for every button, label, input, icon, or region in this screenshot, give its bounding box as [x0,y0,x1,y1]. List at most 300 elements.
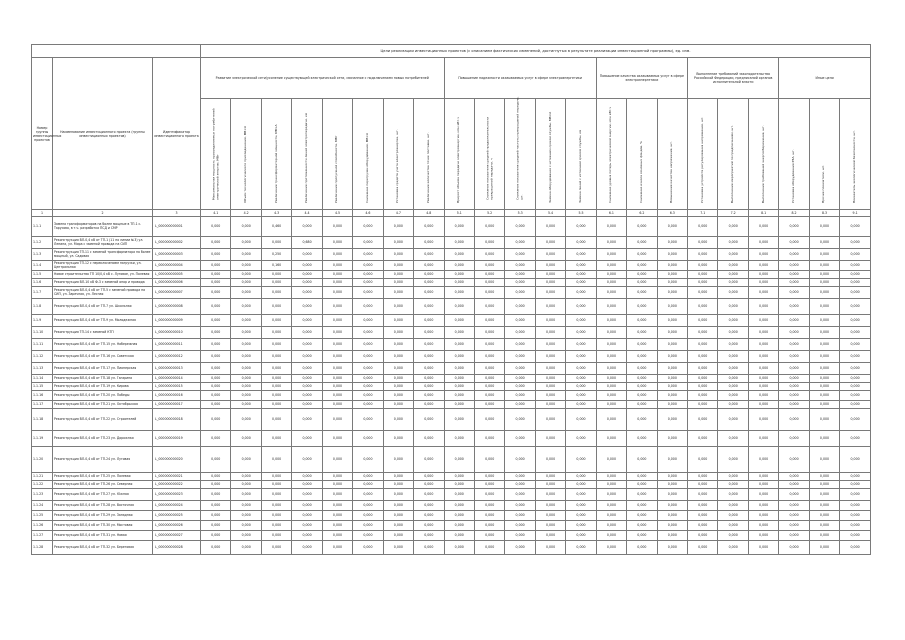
table-row [32,249,871,261]
row-name: Замена трансформаторов на более мощные в ТП-1 с. Тарусово, в т.ч. разработка ПСД и СМР [53,217,153,237]
row-value: 0,000 [748,287,778,299]
row-value: 0,000 [292,363,322,375]
row-value: 0,000 [809,541,839,555]
row-value: 0,000 [748,391,778,401]
row-code: 1.1.21 [32,473,53,481]
row-value: 0,000 [322,521,352,531]
row-value: 0,000 [657,271,687,279]
row-value: 0,000 [292,339,322,351]
row-value: 0,000 [322,363,352,375]
row-value: 0,000 [718,531,748,541]
row-value: 0,000 [596,315,626,327]
column-number: 6.3 [657,210,687,217]
column-number: 5.2 [474,210,504,217]
row-value: 0,000 [779,481,809,489]
row-value: 0,000 [231,287,261,299]
row-value: 0,000 [353,521,383,531]
row-value: 0,000 [535,279,565,287]
metric-header-cell [322,99,352,210]
row-value: 0,000 [292,315,322,327]
row-value: 0,000 [718,391,748,401]
row-code: 1.1.27 [32,531,53,541]
row-value: 0,000 [688,521,718,531]
row-value: 0,000 [718,401,748,409]
row-value: 0,000 [353,339,383,351]
row-code: 1.1.14 [32,375,53,383]
row-value: 0,000 [383,279,413,287]
row-value: 0,000 [566,481,596,489]
row-value: 0,000 [779,375,809,383]
row-value: 0,000 [322,531,352,541]
row-value: 0,000 [414,327,444,339]
row-code: 1.1.10 [32,327,53,339]
row-value: 0,000 [231,511,261,521]
row-value: 0,000 [840,271,871,279]
row-value: 0,000 [444,375,474,383]
row-code: 1.1.17 [32,401,53,409]
row-value: 0,000 [322,271,352,279]
row-value: 0,000 [566,279,596,287]
table-row [32,261,871,271]
row-value: 0,000 [566,375,596,383]
row-value: 0,000 [474,363,504,375]
row-value: 0,000 [474,489,504,501]
row-value: 0,000 [414,217,444,237]
row-value: 0,000 [353,447,383,473]
row-value: 0,000 [444,299,474,315]
row-value: 0,000 [383,521,413,531]
row-value: 0,000 [748,363,778,375]
row-value: 0,000 [718,249,748,261]
row-value: 0,000 [474,351,504,363]
row-value: 0,000 [231,489,261,501]
row-value: 0,000 [231,531,261,541]
row-value: 0,000 [353,279,383,287]
row-value: 0,000 [322,375,352,383]
row-value: 0,250 [261,249,291,261]
row-name: Реконструкция ВЛ-0,4 кВ от ТП-29 ул. Западная [53,511,153,521]
row-name: Реконструкция ВЛ-0,4 кВ от ТП-26 ул. Северная [53,481,153,489]
row-code: 1.1.7 [32,287,53,299]
row-id: L_000000000023 [153,489,201,501]
row-value: 0,000 [718,511,748,521]
row-value: 0,000 [779,261,809,271]
row-value: 0,000 [474,521,504,531]
row-value: 0,000 [809,431,839,447]
row-name: Реконструкция ВЛ-0,4 кВ от ТП-32 ул. Береговая [53,541,153,555]
row-value: 0,000 [292,481,322,489]
row-value: 0,000 [322,261,352,271]
row-value: 0,000 [535,261,565,271]
metric-header-label: Увеличение пропускной способности, МВт [334,135,339,204]
row-value: 0,000 [840,237,871,249]
row-value: 0,000 [718,237,748,249]
row-value: 0,000 [444,249,474,261]
row-value: 0,000 [657,541,687,555]
row-name: Реконструкция ТП-11 с заменой трансформатора на более мощный, ул. Садовая [53,249,153,261]
row-name: Реконструкция ВЛ-0,4 кВ от ТП-5 с заменой провода на СИП, ул. Заречная, ул. Лесная [53,287,153,299]
row-value: 0,000 [840,541,871,555]
row-value: 0,000 [840,473,871,481]
row-value: 0,000 [201,363,231,375]
row-value: 0,000 [444,409,474,431]
row-value: 0,000 [779,501,809,511]
row-code: 1.1.28 [32,541,53,555]
row-value: 0,000 [231,383,261,391]
row-value: 0,000 [688,327,718,339]
row-value: 0,000 [779,473,809,481]
row-value: 0,000 [809,447,839,473]
row-value: 0,000 [596,473,626,481]
row-value: 0,000 [566,401,596,409]
row-value: 0,000 [201,261,231,271]
row-value: 0,000 [231,315,261,327]
row-value: 0,000 [840,511,871,521]
row-value: 0,000 [779,237,809,249]
row-value: 0,000 [840,481,871,489]
row-value: 0,000 [201,327,231,339]
column-number: 6.2 [627,210,657,217]
row-value: 0,000 [414,489,444,501]
row-value: 0,000 [353,315,383,327]
row-value: 0,000 [383,401,413,409]
row-value: 0,000 [596,279,626,287]
row-value: 0,000 [748,409,778,431]
row-value: 0,000 [231,261,261,271]
row-name: Реконструкция ВЛ-0,4 кВ от ТП-31 ул. Новая [53,531,153,541]
row-value: 0,000 [748,327,778,339]
row-value: 0,000 [261,271,291,279]
row-value: 0,000 [809,501,839,511]
metric-header-cell [292,99,322,210]
row-value: 0,000 [231,473,261,481]
row-value: 0,000 [201,383,231,391]
row-value: 0,000 [201,375,231,383]
row-code: 1.1.23 [32,489,53,501]
row-value: 0,000 [353,351,383,363]
row-value: 0,000 [231,447,261,473]
row-value: 0,000 [292,511,322,521]
row-value: 0,000 [596,339,626,351]
row-value: 0,000 [322,339,352,351]
row-id: L_000000000010 [153,327,201,339]
row-value: 0,000 [718,447,748,473]
metric-header-label: Максимальная мощность присоединяемых потребителей электрической энергии, МВт [211,108,219,200]
row-value: 0,000 [231,401,261,409]
row-value: 0,000 [566,541,596,555]
row-value: 0,000 [627,531,657,541]
metric-header-cell [657,99,687,210]
row-value: 0,000 [718,217,748,237]
row-value: 0,000 [201,431,231,447]
row-value: 0,000 [201,489,231,501]
row-value: 0,000 [809,237,839,249]
row-value: 0,000 [627,375,657,383]
row-value: 0,000 [779,339,809,351]
row-value: 0,000 [657,249,687,261]
row-value: 0,000 [261,431,291,447]
table-row [32,287,871,299]
row-value: 0,000 [353,541,383,555]
row-value: 0,000 [809,521,839,531]
row-value: 0,000 [383,531,413,541]
metric-header-label: Объем технологического присоединения, МВ×А [243,126,248,204]
row-value: 0,000 [627,217,657,237]
row-value: 0,000 [414,541,444,555]
table-row [32,489,871,501]
row-value: 0,000 [566,339,596,351]
row-value: 0,000 [688,261,718,271]
row-value: 0,000 [657,237,687,249]
row-value: 0,000 [474,511,504,521]
row-value: 0,000 [444,351,474,363]
row-value: 0,000 [201,473,231,481]
row-value: 0,000 [322,431,352,447]
row-value: 0,000 [748,237,778,249]
row-name: Реконструкция ВЛ-0,4 кВ от ТП-22 ул. Строителей [53,409,153,431]
row-value: 0,000 [809,391,839,401]
row-value: 0,000 [596,481,626,489]
metric-header-cell [809,99,839,210]
column-number: 1 [32,210,53,217]
row-value: 0,000 [505,409,535,431]
row-value: 0,000 [231,351,261,363]
row-value: 0,000 [383,511,413,521]
row-value: 0,000 [657,351,687,363]
row-value: 0,000 [809,271,839,279]
row-value: 0,000 [444,511,474,521]
row-value: 0,000 [688,531,718,541]
row-value: 0,000 [414,481,444,489]
metric-header-label: Снижение показателя средней продолжительности прекращений передачи, ч [485,116,493,200]
row-value: 0,000 [748,481,778,489]
metric-header-cell [201,99,231,210]
row-value: 0,000 [566,327,596,339]
row-value: 0,000 [383,481,413,489]
row-value: 0,000 [779,327,809,339]
row-value: 0,000 [444,391,474,401]
row-value: 0,000 [261,237,291,249]
row-value: 0,000 [809,279,839,287]
row-code: 1.1.24 [32,501,53,511]
row-value: 0,000 [414,287,444,299]
row-value: 0,000 [444,489,474,501]
row-value: 0,000 [383,473,413,481]
row-value: 0,000 [292,431,322,447]
row-value: 0,460 [261,217,291,237]
row-value: 0,000 [566,409,596,431]
row-value: 0,000 [353,391,383,401]
metric-header-label: Выполнение мероприятий по предписаниям, шт. [730,125,735,204]
metric-header-label: Снижение уровня потерь электрической энергии, млн кВт·ч [608,107,613,204]
row-value: 0,000 [505,315,535,327]
group-header-row [32,58,871,99]
group-header: Иные цели [779,58,871,99]
row-value: 0,000 [779,447,809,473]
row-value: 0,000 [444,327,474,339]
row-value: 0,000 [292,327,322,339]
row-value: 0,000 [657,315,687,327]
row-value: 0,000 [414,501,444,511]
row-value: 0,000 [566,261,596,271]
row-value: 0,000 [688,287,718,299]
row-value: 0,000 [474,279,504,287]
row-value: 0,000 [261,473,291,481]
column-number: 9.1 [840,210,871,217]
row-value: 0,000 [261,521,291,531]
row-value: 0,000 [414,363,444,375]
row-value: 0,000 [688,541,718,555]
row-value: 0,000 [688,481,718,489]
row-value: 0,000 [444,363,474,375]
row-value: 0,000 [231,375,261,383]
column-number: 4.1 [201,210,231,217]
row-value: 0,000 [322,501,352,511]
row-name: Реконструкция ТП-12 с переключением нагрузки, ул. Центральная [53,261,153,271]
row-value: 0,000 [231,481,261,489]
row-value: 0,000 [353,261,383,271]
row-value: 0,000 [748,217,778,237]
row-value: 0,000 [505,327,535,339]
row-value: 0,000 [688,447,718,473]
row-value: 0,000 [688,375,718,383]
row-id: L_000000000015 [153,383,201,391]
row-value: 0,000 [718,271,748,279]
row-value: 0,000 [627,541,657,555]
row-value: 0,000 [201,217,231,237]
row-value: 0,000 [688,511,718,521]
row-value: 0,000 [718,315,748,327]
group-header: Развитие электрической сети/усиление существующей электрической сети, связанное с подключением новых потребителей [201,58,445,99]
row-value: 0,000 [779,249,809,261]
row-value: 0,000 [566,363,596,375]
row-value: 0,000 [261,287,291,299]
row-value: 0,000 [474,287,504,299]
row-value: 0,000 [383,391,413,401]
row-value: 0,000 [535,351,565,363]
row-value: 0,000 [505,217,535,237]
row-value: 0,000 [353,481,383,489]
row-value: 0,000 [444,481,474,489]
row-value: 0,000 [840,363,871,375]
metric-header-cell [444,99,474,210]
row-value: 0,000 [444,315,474,327]
row-value: 0,000 [535,481,565,489]
row-value: 0,000 [261,489,291,501]
row-value: 0,000 [383,363,413,375]
row-value: 0,000 [535,237,565,249]
row-value: 0,000 [261,375,291,383]
row-value: 0,000 [322,237,352,249]
row-value: 0,000 [505,271,535,279]
row-value: 0,000 [840,339,871,351]
row-value: 0,000 [353,383,383,391]
row-value: 0,000 [840,401,871,409]
row-value: 0,000 [474,541,504,555]
row-value: 0,000 [292,279,322,287]
column-number: 4.3 [261,210,291,217]
table-row [32,383,871,391]
row-value: 0,000 [840,279,871,287]
row-value: 0,000 [261,391,291,401]
column-number-row [32,210,871,217]
row-value: 0,000 [261,383,291,391]
row-value: 0,000 [535,489,565,501]
row-value: 0,000 [748,339,778,351]
row-code: 1.1.15 [32,383,53,391]
row-value: 0,000 [535,339,565,351]
row-code: 1.1.5 [32,271,53,279]
column-number: 5.5 [566,210,596,217]
row-name: Реконструкция ВЛ-0,4 кВ от ТП-20 ул. Победы [53,391,153,401]
row-value: 0,000 [627,315,657,327]
row-name: Реконструкция ВЛ-0,4 кВ от ТП-19 ул. Кирова [53,383,153,391]
row-value: 0,000 [627,237,657,249]
row-code: 1.1.1 [32,217,53,237]
row-value: 0,000 [261,481,291,489]
metric-header-cell [748,99,778,210]
row-value: 0,000 [201,481,231,489]
row-name: Реконструкция ВЛ-0,4 кВ от ТП-17 ул. Пионерская [53,363,153,375]
row-value: 0,000 [444,431,474,447]
metric-header-label: Прочие показатели, шт. [821,165,826,204]
row-value: 0,000 [353,249,383,261]
row-value: 0,000 [353,271,383,279]
row-value: 0,000 [383,287,413,299]
row-value: 0,000 [809,327,839,339]
row-value: 0,000 [261,531,291,541]
row-value: 0,000 [353,237,383,249]
row-value: 0,000 [322,541,352,555]
row-value: 0,000 [627,299,657,315]
row-value: 0,000 [566,391,596,401]
row-code: 1.1.9 [32,315,53,327]
row-value: 0,000 [505,249,535,261]
row-value: 0,000 [596,375,626,383]
row-value: 0,000 [474,501,504,511]
row-value: 0,000 [596,409,626,431]
row-value: 0,000 [505,287,535,299]
row-value: 0,000 [383,339,413,351]
row-value: 0,000 [596,383,626,391]
row-value: 0,000 [779,489,809,501]
row-value: 0,000 [414,531,444,541]
row-value: 0,000 [566,217,596,237]
row-value: 0,000 [474,327,504,339]
row-value: 0,000 [535,473,565,481]
row-value: 0,000 [688,237,718,249]
row-value: 0,000 [383,261,413,271]
row-value: 0,000 [414,261,444,271]
row-value: 0,000 [505,531,535,541]
row-value: 0,000 [718,375,748,383]
row-value: 0,000 [383,501,413,511]
metric-header-cell [474,99,504,210]
row-value: 0,000 [688,271,718,279]
row-value: 0,000 [779,287,809,299]
metric-header-cell [596,99,626,210]
table-row [32,431,871,447]
row-value: 0,000 [414,511,444,521]
row-value: 0,000 [748,501,778,511]
column-number: 4.4 [292,210,322,217]
row-value: 0,000 [535,249,565,261]
row-value: 0,000 [292,447,322,473]
row-id: L_000000000007 [153,287,201,299]
row-value: 0,000 [718,541,748,555]
row-value: 0,000 [566,383,596,391]
row-value: 0,000 [292,521,322,531]
